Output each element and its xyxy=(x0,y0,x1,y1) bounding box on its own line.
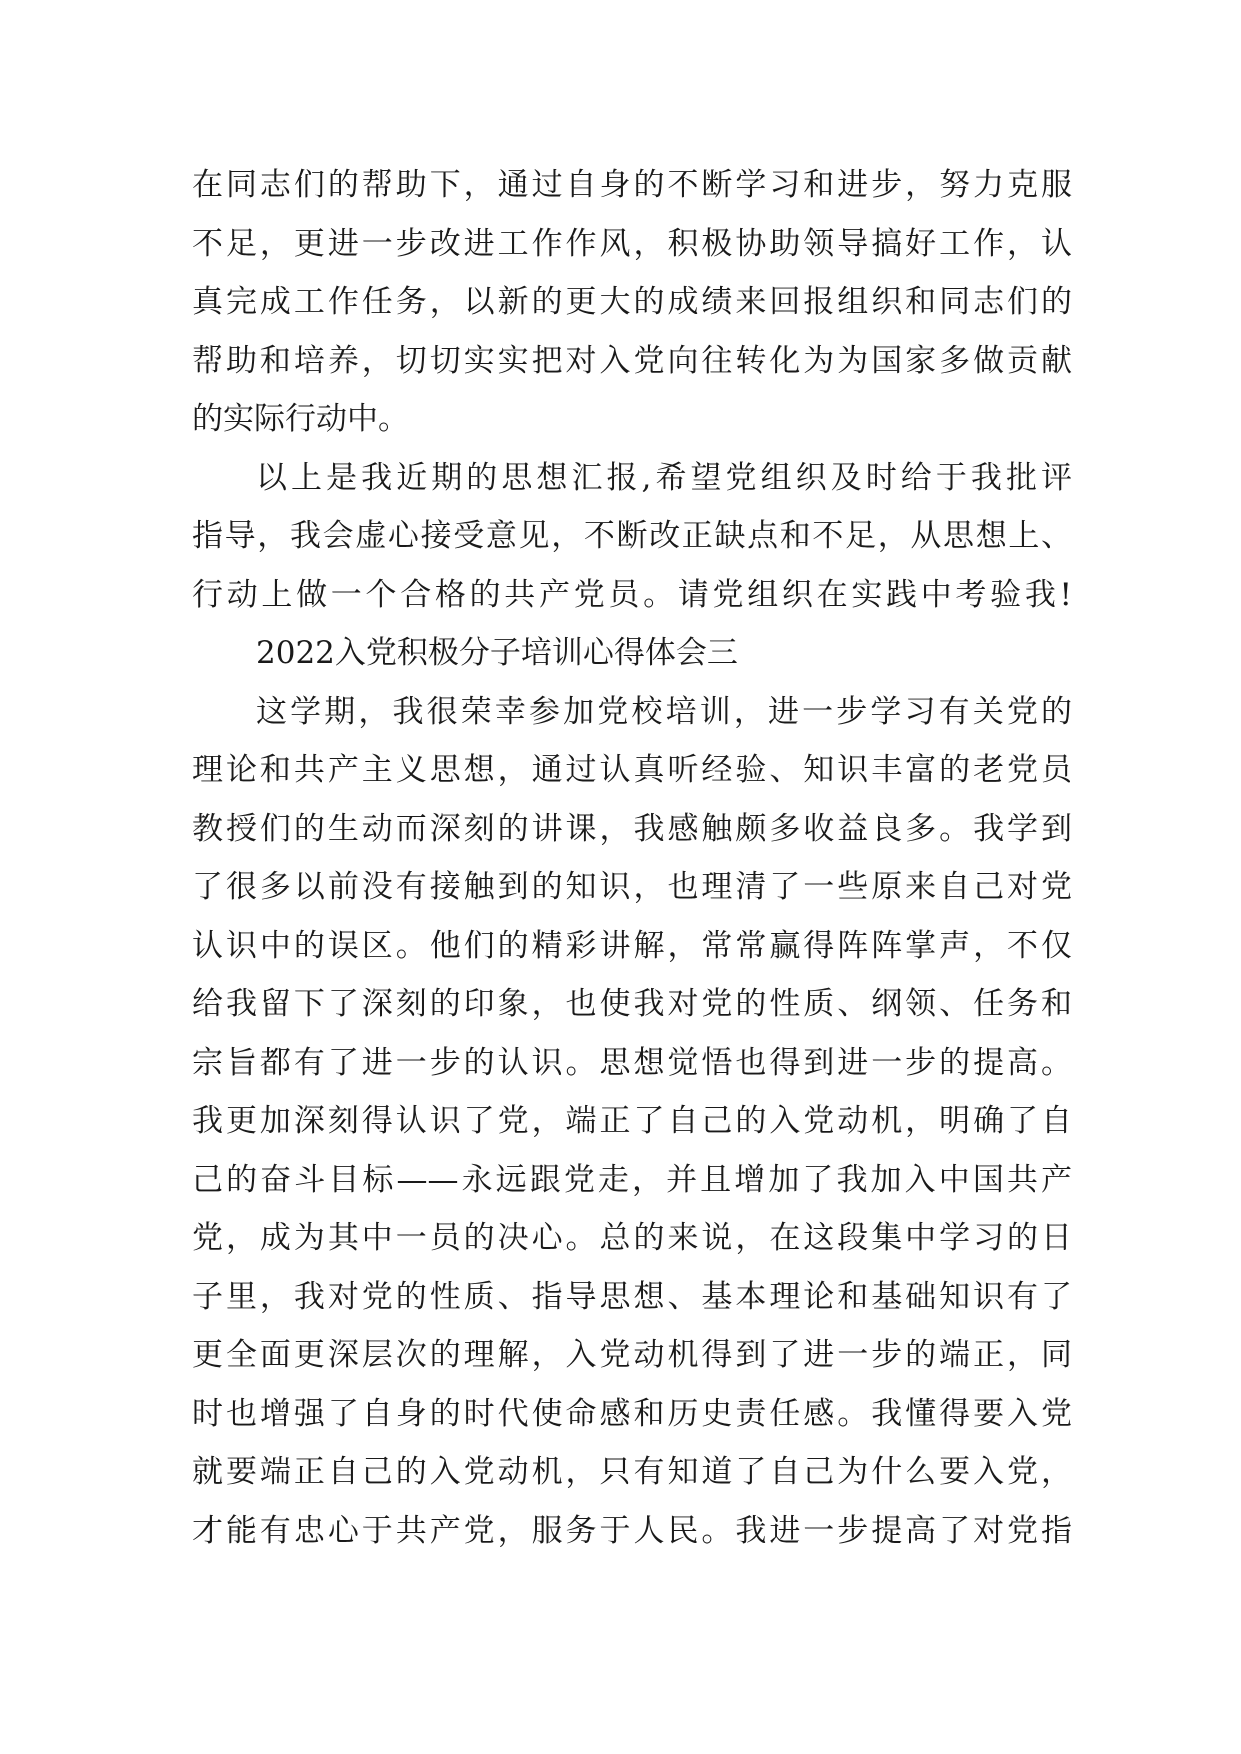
text-line: 不足，更进一步改进工作作风，积极协助领导搞好工作，认 xyxy=(192,225,1072,262)
text-line: 宗旨都有了进一步的认识。思想觉悟也得到进一步的提高。 xyxy=(192,1044,1072,1081)
text-line: 给我留下了深刻的印象，也使我对党的性质、纲领、任务和 xyxy=(192,986,1072,1022)
text-line: 这学期，我很荣幸参加党校培训，进一步学习有关党的 xyxy=(256,693,1072,730)
text-line: 了很多以前没有接触到的知识，也理清了一些原来自己对党 xyxy=(192,869,1072,905)
text-line: 教授们的生动而深刻的讲课，我感触颇多收益良多。我学到 xyxy=(192,810,1072,847)
text-line: 时也增强了自身的时代使命感和历史责任感。我懂得要入党 xyxy=(192,1395,1072,1432)
text-line: 才能有忠心于共产党，服务于人民。我进一步提高了对党指 xyxy=(192,1512,1072,1549)
text-line: 帮助和培养，切切实实把对入党向往转化为为国家多做贡献 xyxy=(192,342,1072,379)
text-line: 己的奋斗目标——永远跟党走，并且增加了我加入中国共产 xyxy=(192,1161,1072,1198)
text-line: 在同志们的帮助下，通过自身的不断学习和进步，努力克服 xyxy=(192,167,1072,203)
text-line: 行动上做一个合格的共产党员。请党组织在实践中考验我! xyxy=(192,576,1072,613)
text-line: 更全面更深层次的理解，入党动机得到了进一步的端正，同 xyxy=(192,1337,1072,1373)
text-line: 的实际行动中。 xyxy=(192,401,409,437)
text-line: 我更加深刻得认识了党，端正了自己的入党动机，明确了自 xyxy=(192,1103,1072,1139)
text-line: 就要端正自己的入党动机，只有知道了自己为什么要入党， xyxy=(192,1454,1072,1490)
text-line: 认识中的误区。他们的精彩讲解，常常赢得阵阵掌声，不仅 xyxy=(192,927,1072,964)
text-line: 真完成工作任务，以新的更大的成绩来回报组织和同志们的 xyxy=(192,284,1072,320)
text-line: 党，成为其中一员的决心。总的来说，在这段集中学习的日 xyxy=(192,1220,1072,1256)
text-line: 理论和共产主义思想，通过认真听经验、知识丰富的老党员 xyxy=(192,752,1072,788)
text-line: 指导，我会虚心接受意见，不断改正缺点和不足，从思想上、 xyxy=(192,518,1072,554)
text-line: 以上是我近期的思想汇报,希望党组织及时给于我批评 xyxy=(256,459,1072,496)
text-line: 2022入党积极分子培训心得体会三 xyxy=(256,635,738,671)
text-line: 子里，我对党的性质、指导思想、基本理论和基础知识有了 xyxy=(192,1278,1072,1315)
document-body xyxy=(192,156,1072,1560)
